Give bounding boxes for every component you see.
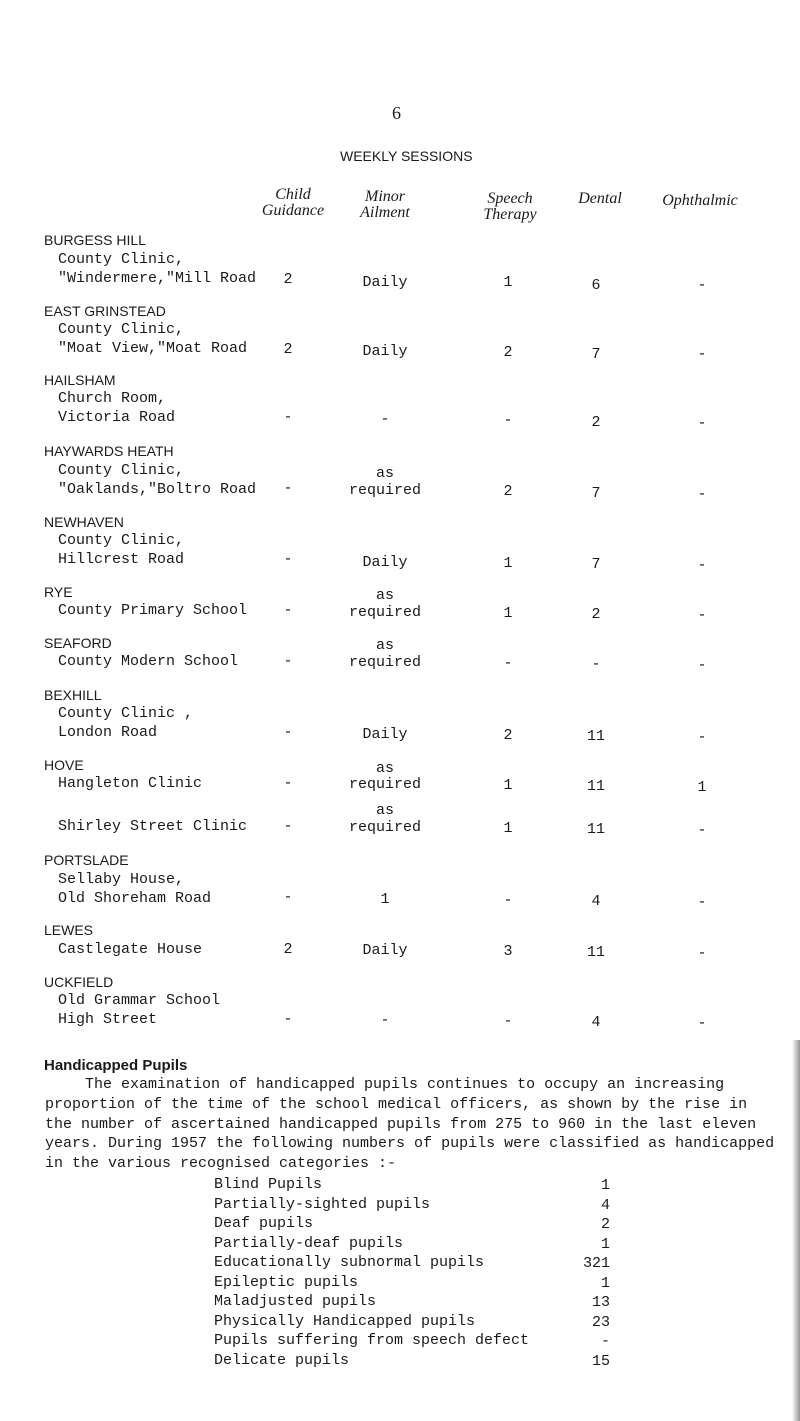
cell-child-guidance: - [283, 724, 293, 741]
address-line: Castlegate House [58, 941, 203, 958]
address-line: High Street [58, 1011, 158, 1028]
cell-dental: 11 [586, 778, 605, 795]
cell-child-guidance: 2 [283, 941, 293, 958]
cell-child-guidance: - [283, 889, 293, 906]
category-count: 1 [600, 1274, 610, 1292]
category-name: Partially-sighted pupils [214, 1195, 431, 1213]
address-line: London Road [58, 724, 158, 741]
category-count: 321 [582, 1255, 610, 1272]
cell-dental: 6 [591, 277, 601, 294]
category-name: Physically Handicapped pupils [214, 1312, 476, 1330]
cell-child-guidance: - [283, 602, 293, 619]
cell-ophthalmic: - [697, 415, 707, 432]
cell-child-guidance: - [283, 551, 293, 568]
address-line: Old Grammar School [58, 992, 221, 1009]
cell-speech-therapy: 2 [503, 727, 513, 744]
column-header-speech-therapy-line2: Therapy [483, 206, 537, 223]
category-name: Deaf pupils [214, 1215, 314, 1232]
cell-minor-ailment: Daily [362, 274, 408, 291]
cell-dental: 11 [586, 944, 605, 961]
column-header-dental: Dental [578, 190, 622, 207]
cell-ophthalmic: - [697, 486, 707, 503]
category-name: Pupils suffering from speech defect [214, 1332, 530, 1349]
cell-speech-therapy: - [503, 892, 513, 909]
area-name: LEWES [44, 922, 94, 938]
cell-minor-ailment-line2: required [348, 604, 421, 621]
category-name: Maladjusted pupils [214, 1293, 377, 1310]
cell-ophthalmic: - [697, 729, 707, 746]
page-number: 6 [392, 103, 401, 123]
address-line: County Primary School [58, 602, 248, 619]
cell-ophthalmic: - [697, 822, 707, 839]
column-header-minor-ailment: Minor [365, 188, 405, 205]
cell-minor-ailment-line2: required [348, 819, 421, 836]
cell-ophthalmic: - [697, 1015, 707, 1032]
cell-speech-therapy: 2 [503, 483, 513, 500]
cell-minor-ailment: as [375, 587, 394, 604]
cell-speech-therapy: - [503, 412, 513, 429]
cell-minor-ailment: - [380, 1012, 390, 1029]
category-count: 1 [600, 1177, 610, 1194]
category-name: Educationally subnormal pupils [214, 1254, 485, 1271]
cell-dental: 11 [586, 821, 605, 838]
cell-dental: 7 [591, 485, 601, 502]
address-line: Old Shoreham Road [58, 890, 212, 907]
column-header-child-guidance-line2: Guidance [261, 202, 325, 219]
cell-dental: 4 [591, 893, 601, 910]
cell-minor-ailment-line2: required [348, 654, 421, 671]
cell-minor-ailment-line2: required [348, 482, 421, 499]
area-name: RYE [44, 584, 73, 600]
column-header-child-guidance: Child [275, 186, 311, 203]
cell-speech-therapy: 1 [503, 820, 513, 837]
area-name: NEWHAVEN [44, 514, 124, 530]
cell-child-guidance: - [283, 818, 293, 835]
area-name: UCKFIELD [44, 974, 114, 990]
address-line: County Clinic, [58, 321, 185, 338]
category-count: 4 [600, 1196, 610, 1214]
address-line: County Clinic, [58, 532, 185, 549]
cell-speech-therapy: 3 [503, 943, 513, 960]
cell-dental: 4 [591, 1014, 601, 1031]
address-line: "Moat View,"Moat Road [58, 340, 248, 357]
cell-child-guidance: - [283, 775, 293, 792]
cell-ophthalmic: - [697, 346, 707, 363]
section-heading: Handicapped Pupils [44, 1057, 188, 1074]
cell-dental: 2 [591, 414, 601, 431]
category-count: - [600, 1333, 610, 1350]
cell-minor-ailment: as [375, 637, 394, 654]
category-name: Delicate pupils [214, 1351, 350, 1369]
cell-child-guidance: - [283, 1011, 293, 1028]
column-header-speech-therapy: Speech [487, 190, 533, 207]
cell-minor-ailment: as [375, 760, 394, 777]
cell-ophthalmic: - [697, 607, 707, 624]
cell-child-guidance: - [283, 653, 293, 670]
cell-dental: 7 [591, 346, 601, 363]
cell-minor-ailment: Daily [362, 726, 408, 743]
cell-ophthalmic: - [697, 557, 707, 574]
cell-ophthalmic: 1 [697, 779, 707, 796]
address-line: Hangleton Clinic [58, 775, 203, 792]
category-count: 15 [591, 1352, 610, 1370]
column-header-ophthalmic: Ophthalmic [662, 192, 738, 209]
address-line: Sellaby House, [58, 871, 185, 888]
category-name: Epileptic pupils [214, 1273, 359, 1291]
cell-minor-ailment-line2: required [348, 776, 421, 793]
category-count: 13 [591, 1294, 610, 1311]
cell-speech-therapy: 1 [503, 274, 513, 291]
category-name: Blind Pupils [214, 1176, 323, 1193]
address-line: Shirley Street Clinic [58, 818, 248, 835]
cell-child-guidance: 2 [283, 341, 293, 358]
cell-minor-ailment: Daily [362, 942, 408, 959]
address-line: County Clinic, [58, 251, 185, 268]
area-name: HAYWARDS HEATH [44, 443, 174, 459]
address-line: Church Room, [58, 390, 167, 407]
cell-dental: 7 [591, 556, 601, 573]
cell-dental: 2 [591, 606, 601, 623]
address-line: County Clinic , [58, 705, 194, 722]
cell-ophthalmic: - [697, 657, 707, 674]
column-header-minor-ailment-line2: Ailment [360, 204, 410, 221]
cell-minor-ailment: Daily [362, 343, 408, 360]
page-edge-shadow [792, 1040, 800, 1421]
cell-speech-therapy: - [503, 1013, 513, 1030]
address-line: "Oaklands,"Boltro Road [58, 481, 257, 498]
cell-speech-therapy: - [503, 655, 513, 672]
cell-child-guidance: - [283, 409, 293, 426]
area-name: PORTSLADE [44, 852, 129, 868]
cell-ophthalmic: - [697, 277, 707, 294]
cell-child-guidance: - [283, 480, 293, 497]
cell-speech-therapy: 1 [503, 777, 513, 794]
area-name: BEXHILL [44, 687, 102, 703]
cell-minor-ailment: as [375, 465, 394, 482]
category-name: Partially-deaf pupils [214, 1234, 404, 1252]
page-title: WEEKLY SESSIONS [340, 148, 473, 164]
cell-minor-ailment: 1 [380, 891, 390, 908]
area-name: BURGESS HILL [44, 232, 146, 248]
area-name: HOVE [44, 757, 84, 773]
cell-dental: - [591, 656, 601, 673]
address-line: Hillcrest Road [58, 551, 185, 568]
cell-speech-therapy: 1 [503, 555, 513, 572]
area-name: SEAFORD [44, 635, 112, 651]
cell-minor-ailment: Daily [362, 554, 408, 571]
cell-speech-therapy: 1 [503, 605, 513, 622]
cell-dental: 11 [586, 728, 605, 745]
cell-minor-ailment: as [375, 802, 394, 819]
category-count: 23 [591, 1313, 610, 1331]
section-paragraph: The examination of handicapped pupils continues to occupy an increasing proportion of the time of the school medical officers, as shown by the rise in the number of ascertained handicapped pupils from 275 to 960 in the last eleven years. During 1957 the following numbers of pupils were classified as handicapped in the various recognised categories :- [45, 1076, 775, 1173]
cell-speech-therapy: 2 [503, 344, 513, 361]
address-line: County Modern School [58, 653, 239, 670]
area-name: EAST GRINSTEAD [44, 303, 166, 319]
cell-ophthalmic: - [697, 945, 707, 962]
area-name: HAILSHAM [44, 372, 116, 388]
category-count: 2 [600, 1216, 610, 1233]
cell-child-guidance: 2 [283, 271, 293, 288]
cell-minor-ailment: - [380, 411, 390, 428]
address-line: County Clinic, [58, 462, 185, 479]
cell-ophthalmic: - [697, 894, 707, 911]
category-count: 1 [600, 1235, 610, 1253]
address-line: "Windermere,"Mill Road [58, 270, 257, 287]
address-line: Victoria Road [58, 409, 176, 426]
